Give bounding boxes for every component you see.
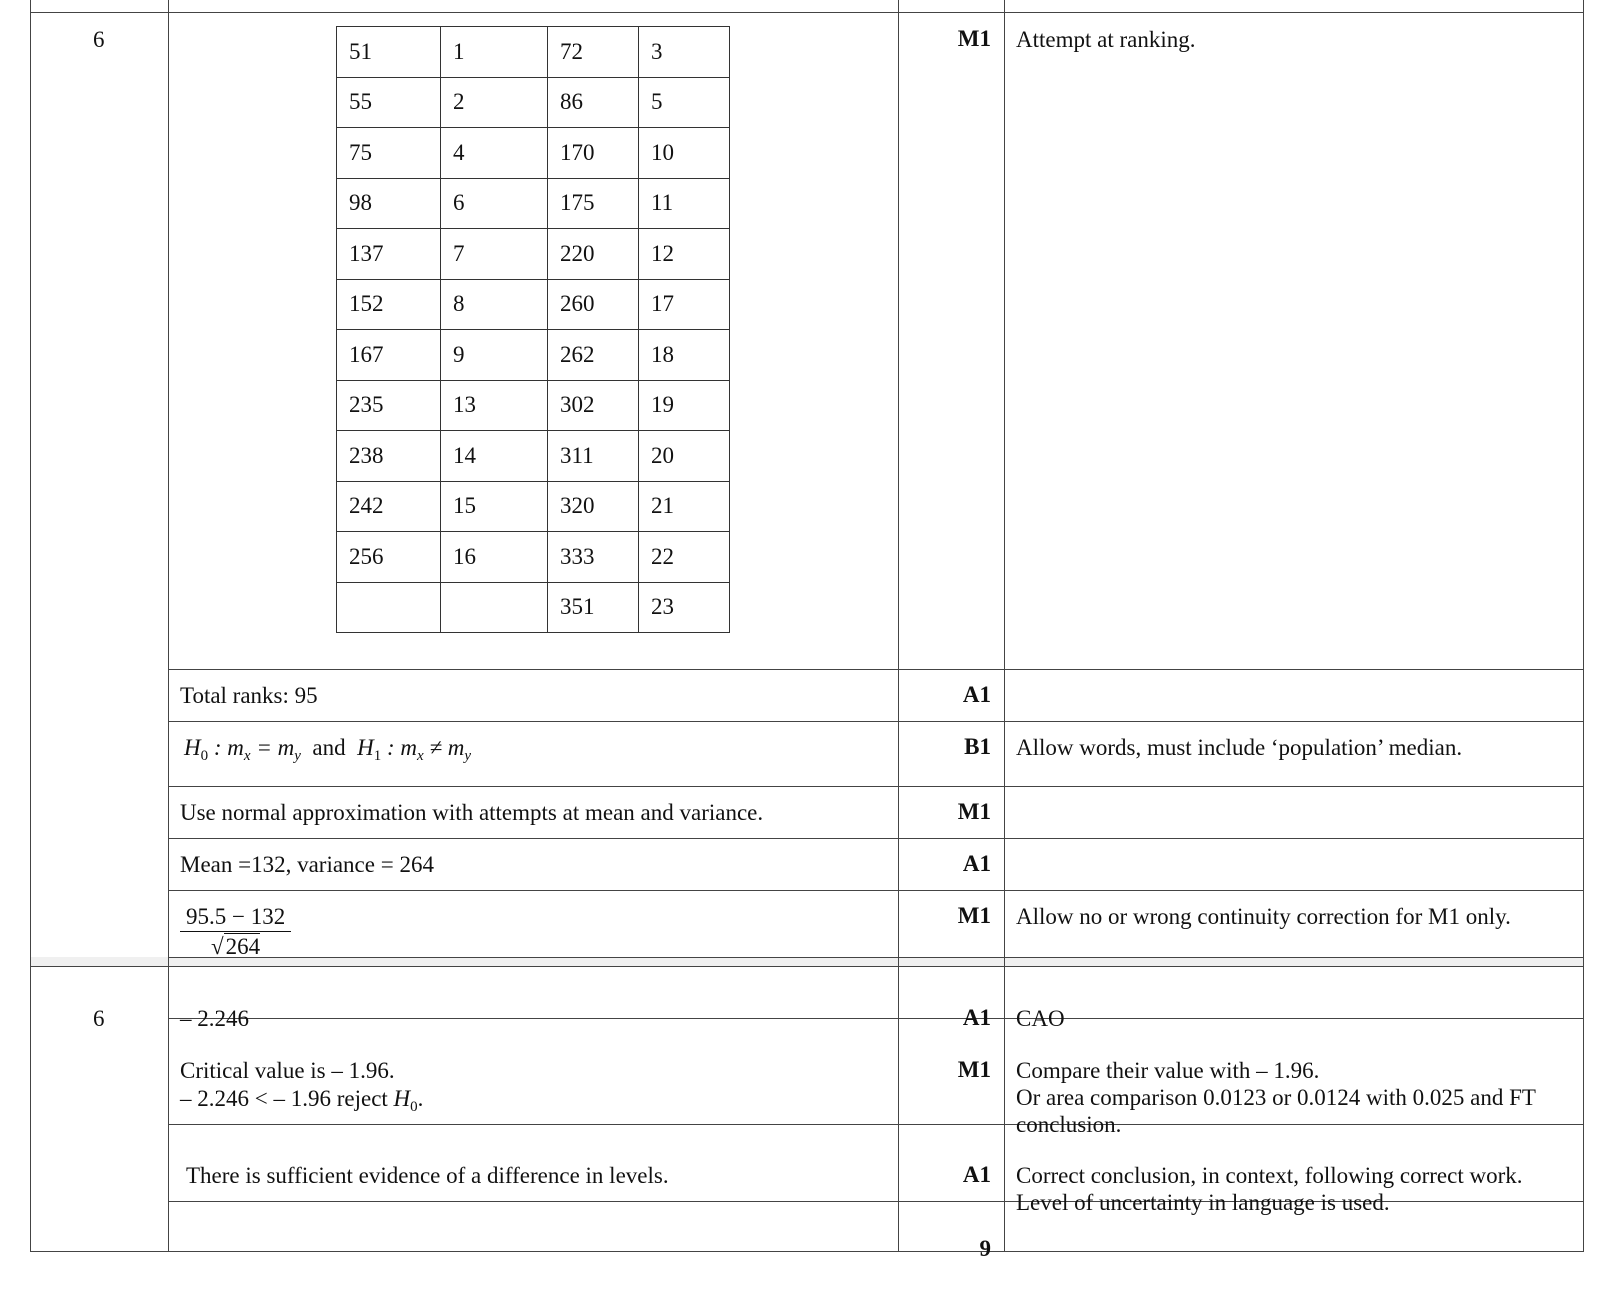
row-line-bottom [30, 1251, 1584, 1252]
rank-y-cell: 23 [639, 582, 730, 633]
value-x-cell: 167 [337, 330, 441, 381]
table-row [337, 128, 730, 179]
fraction-denominator [180, 932, 291, 962]
h1-subscript: 1 [373, 748, 382, 764]
rank-x-cell: 4 [441, 128, 548, 179]
h1-not-equal: ≠ m [423, 735, 465, 760]
mark-code: M1 [957, 903, 991, 928]
mark-code: M1 [957, 1057, 991, 1082]
rank-x-cell: 16 [441, 532, 548, 583]
value-y-cell: 170 [548, 128, 639, 179]
row-line [168, 669, 1584, 670]
mark-code: A1 [962, 851, 991, 876]
rank-y-cell: 10 [639, 128, 730, 179]
guidance-text: Compare their value with – 1.96. [1016, 1058, 1320, 1083]
table-row [337, 532, 730, 583]
rank-y-cell: 5 [639, 77, 730, 128]
rank-x-cell: 1 [441, 27, 548, 78]
h1-symbol: H [357, 735, 374, 760]
rejection-statement [180, 1085, 423, 1121]
h0-symbol: H [184, 735, 201, 760]
value-x-cell: 137 [337, 229, 441, 280]
and-word: and [312, 735, 346, 760]
answer-text: Use normal approximation with attempts at mean and variance. [180, 800, 764, 825]
h0-equals: = m [250, 735, 295, 760]
question-number: 6 [93, 27, 105, 52]
rank-x-cell: 2 [441, 77, 548, 128]
rank-y-cell: 11 [639, 178, 730, 229]
mark-code: M1 [957, 799, 991, 824]
value-y-cell: 262 [548, 330, 639, 381]
h1-x-subscript: x [417, 748, 424, 764]
table-row [337, 582, 730, 633]
guidance-text: Or area comparison 0.0123 or 0.0124 with 0.025 and FT [1016, 1085, 1536, 1110]
mark-code: B1 [964, 734, 991, 759]
value-x-cell [337, 582, 441, 633]
row-line [168, 1124, 1584, 1125]
h0-x-subscript: x [243, 748, 251, 764]
row-line [168, 1018, 1584, 1019]
h0-subscript: 0 [200, 748, 209, 764]
table-row [337, 27, 730, 78]
value-x-cell: 98 [337, 178, 441, 229]
period: . [417, 1086, 424, 1111]
table-border-left [30, 0, 31, 1252]
rank-y-cell: 17 [639, 279, 730, 330]
rank-y-cell: 20 [639, 431, 730, 482]
value-y-cell: 72 [548, 27, 639, 78]
rank-y-cell: 3 [639, 27, 730, 78]
radical-sign: √ [211, 934, 224, 959]
column-divider-guidance [1004, 0, 1005, 1252]
radicand: 264 [225, 934, 261, 959]
row-line [168, 721, 1584, 722]
value-x-cell: 51 [337, 27, 441, 78]
guidance-text: Level of uncertainty in language is used. [1016, 1190, 1390, 1215]
value-y-cell: 333 [548, 532, 639, 583]
answer-text: Critical value is – 1.96. [180, 1058, 395, 1083]
table-row [337, 431, 730, 482]
mark-code: A1 [962, 1005, 991, 1030]
mark-code: A1 [962, 682, 991, 707]
row-line [168, 890, 1584, 891]
rank-y-cell: 12 [639, 229, 730, 280]
table-border-right [1583, 0, 1584, 1252]
ranking-table [336, 26, 730, 633]
value-x-cell: 238 [337, 431, 441, 482]
table-row [337, 330, 730, 381]
rank-x-cell: 7 [441, 229, 548, 280]
h1-y-subscript: y [464, 748, 472, 764]
guidance-text: Correct conclusion, in context, following correct work. [1016, 1163, 1523, 1188]
value-y-cell: 86 [548, 77, 639, 128]
answer-text: – 2.246 [180, 1006, 249, 1031]
guidance-text: Allow no or wrong continuity correction for M1 only. [1016, 904, 1511, 929]
z-score-fraction [180, 903, 291, 962]
value-x-cell: 152 [337, 279, 441, 330]
answer-text: There is sufficient evidence of a difference in levels. [186, 1163, 669, 1188]
rank-y-cell: 21 [639, 481, 730, 532]
guidance-text: Allow words, must include ‘population’ median. [1016, 735, 1463, 760]
value-y-cell: 351 [548, 582, 639, 633]
row-line-section2-top [30, 966, 1584, 967]
table-row [337, 481, 730, 532]
fraction-numerator: 95.5 − 132 [180, 903, 291, 932]
rank-x-cell: 15 [441, 481, 548, 532]
table-row [337, 279, 730, 330]
rank-x-cell [441, 582, 548, 633]
table-row [337, 380, 730, 431]
mark-code: A1 [962, 1162, 991, 1187]
value-x-cell: 256 [337, 532, 441, 583]
hypotheses-statement [184, 734, 471, 770]
rank-x-cell: 6 [441, 178, 548, 229]
answer-text: Mean =132, variance = 264 [180, 852, 434, 877]
column-divider-marks [898, 0, 899, 1252]
total-marks: 9 [979, 1236, 991, 1261]
table-row [337, 178, 730, 229]
value-y-cell: 175 [548, 178, 639, 229]
column-divider-question [168, 0, 169, 1252]
value-y-cell: 220 [548, 229, 639, 280]
value-y-cell: 311 [548, 431, 639, 482]
h0-expression: : m [208, 735, 244, 760]
h0-symbol: H [393, 1086, 411, 1111]
h0-subscript: 0 [410, 1099, 418, 1115]
value-x-cell: 55 [337, 77, 441, 128]
rank-y-cell: 22 [639, 532, 730, 583]
rank-x-cell: 14 [441, 431, 548, 482]
guidance-text: CAO [1016, 1006, 1065, 1031]
guidance-text: Attempt at ranking. [1016, 27, 1196, 52]
answer-text: Total ranks: 95 [180, 683, 318, 708]
rank-y-cell: 19 [639, 380, 730, 431]
value-x-cell: 235 [337, 380, 441, 431]
row-line [168, 957, 1584, 958]
row-line [168, 838, 1584, 839]
rejection-text: – 2.246 < – 1.96 reject [180, 1086, 394, 1111]
value-x-cell: 75 [337, 128, 441, 179]
rank-x-cell: 9 [441, 330, 548, 381]
mark-code: M1 [957, 26, 991, 51]
question-number: 6 [93, 1006, 105, 1031]
rank-x-cell: 13 [441, 380, 548, 431]
value-y-cell: 302 [548, 380, 639, 431]
rank-x-cell: 8 [441, 279, 548, 330]
value-y-cell: 260 [548, 279, 639, 330]
guidance-text: conclusion. [1016, 1112, 1122, 1137]
value-y-cell: 320 [548, 481, 639, 532]
row-line-top [30, 12, 1584, 13]
h0-y-subscript: y [294, 748, 301, 764]
row-line [168, 786, 1584, 787]
h1-expression: : m [381, 735, 418, 760]
rank-y-cell: 18 [639, 330, 730, 381]
value-x-cell: 242 [337, 481, 441, 532]
table-row [337, 229, 730, 280]
table-row [337, 77, 730, 128]
